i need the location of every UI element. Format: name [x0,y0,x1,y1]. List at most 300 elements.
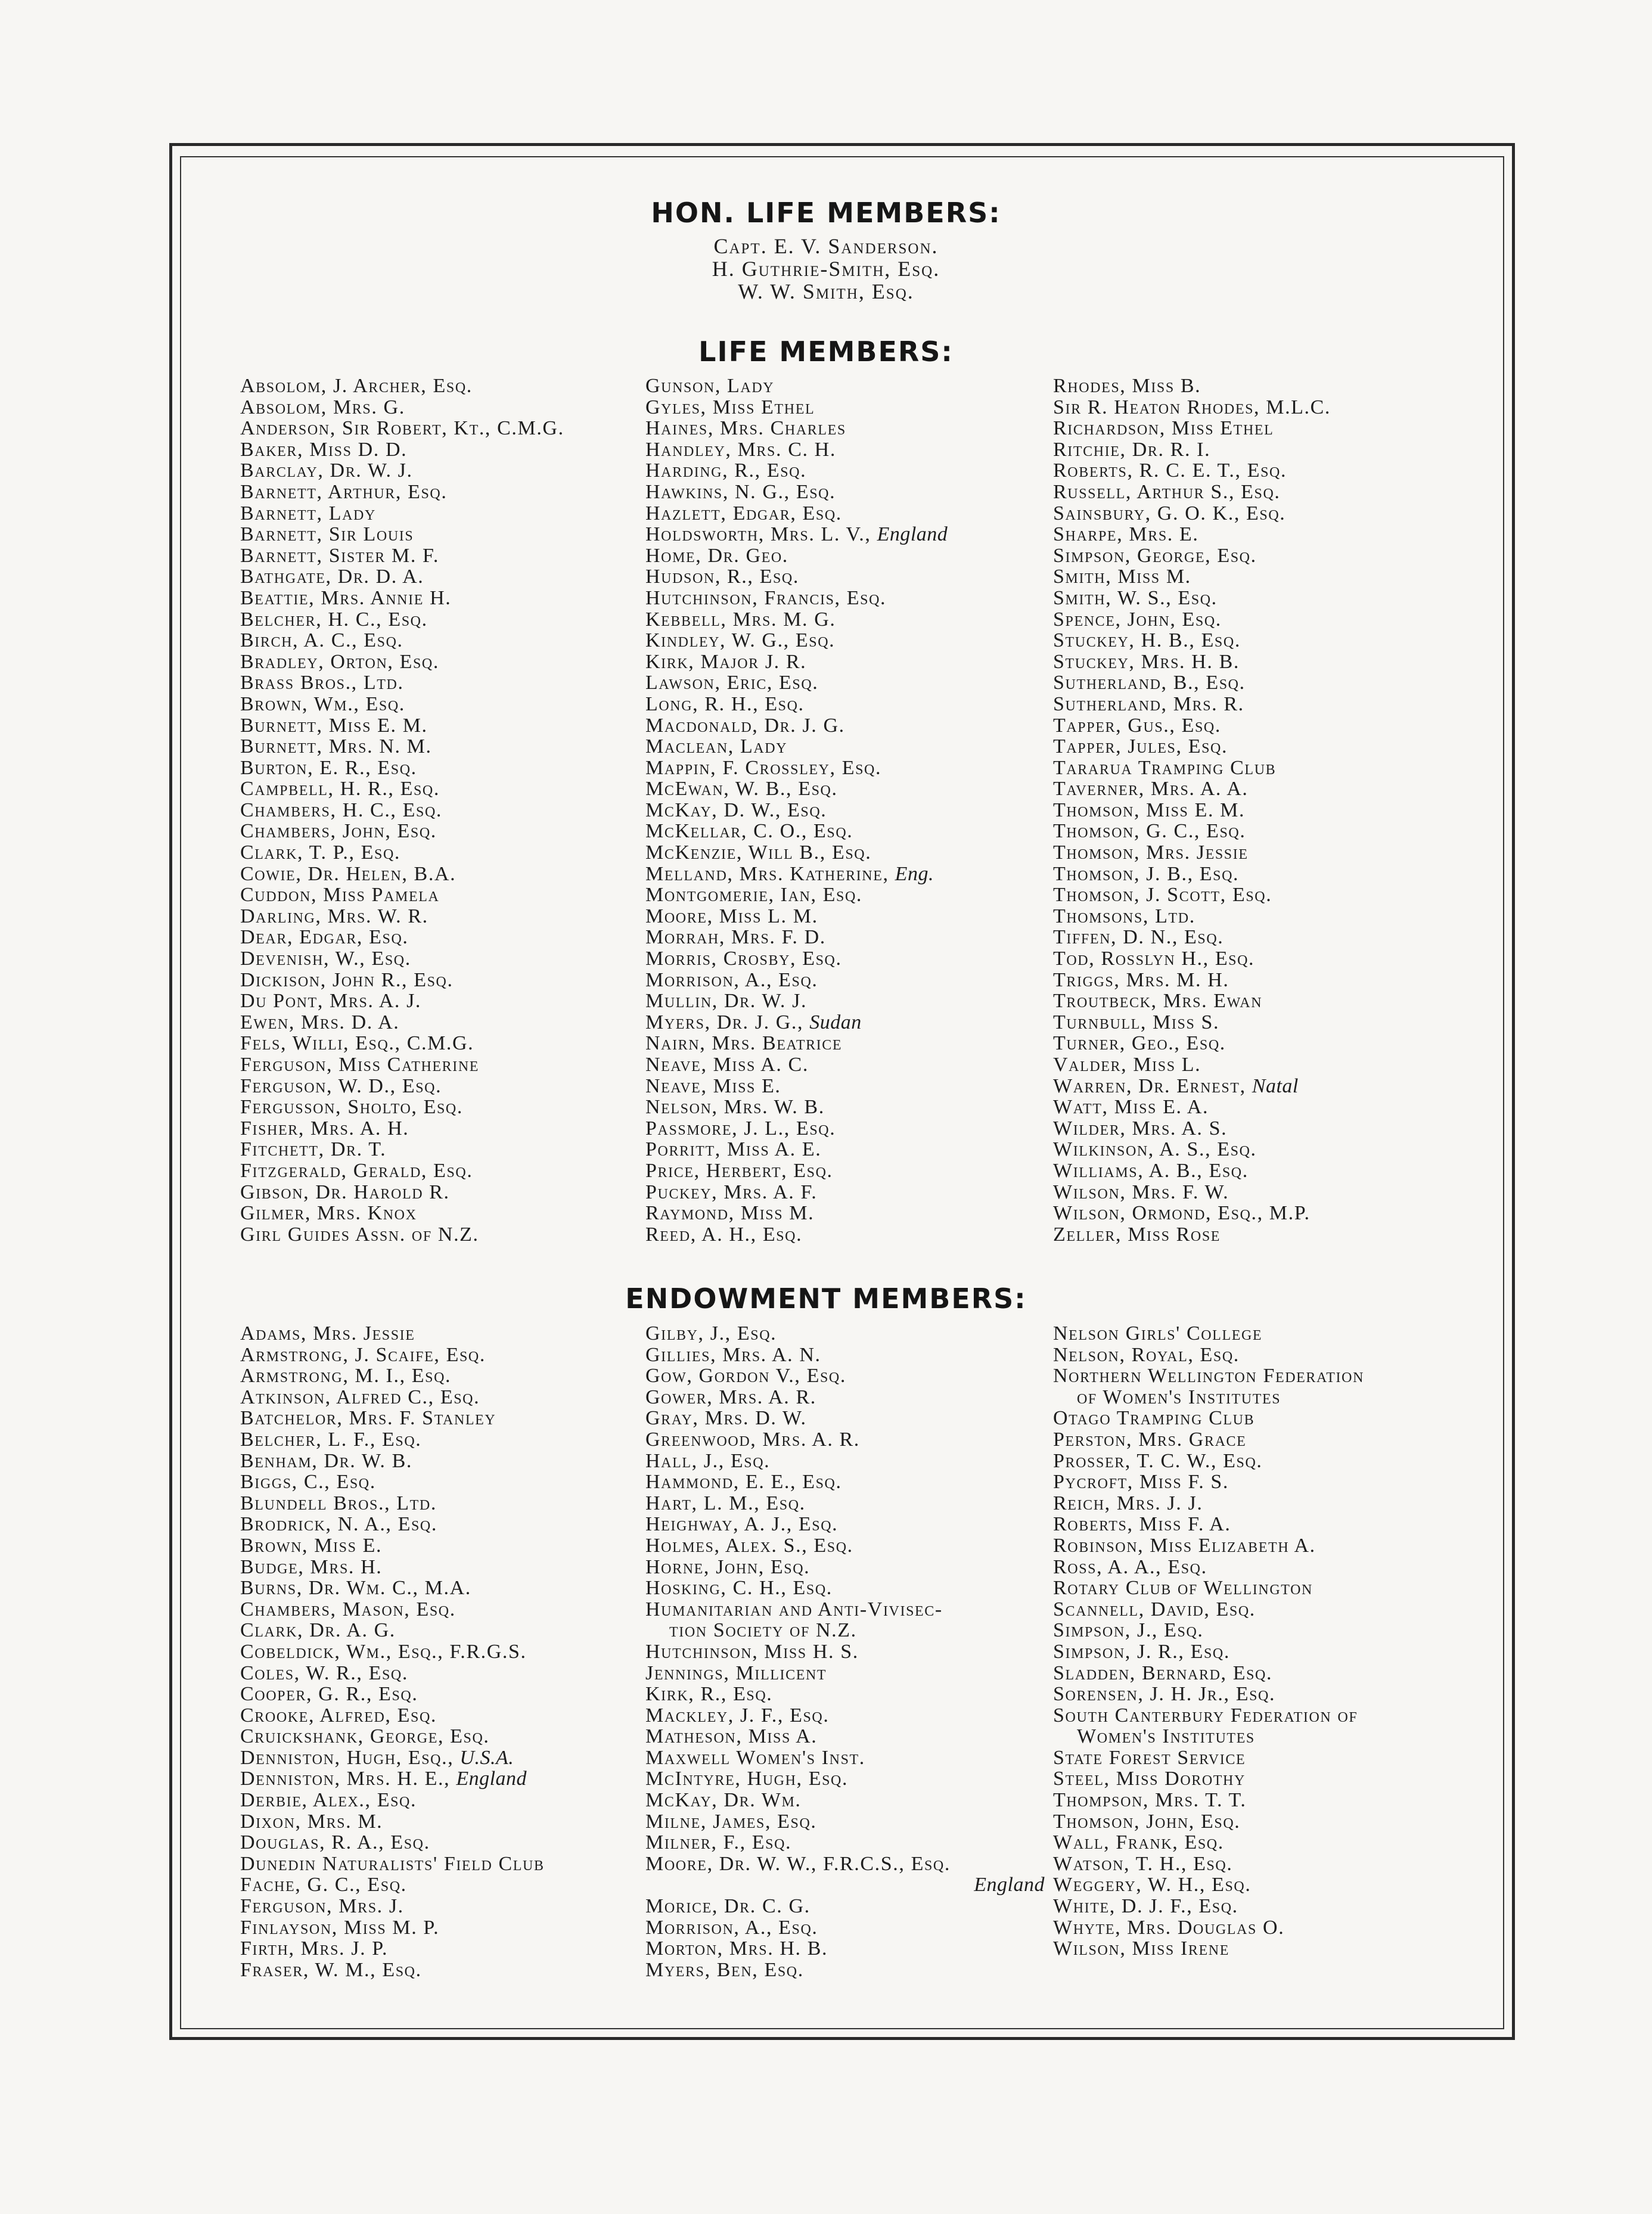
member-entry [645,1323,1051,1344]
member-name: Hutchinson, Francis, Esq. [645,586,887,609]
member-name: Simpson, J. R., Esq. [1053,1640,1230,1663]
member-name: Chambers, H. C., Esq. [240,799,442,821]
member-entry [240,906,634,927]
member-name: Crooke, Alfred, Esq. [240,1704,437,1727]
member-name: Rhodes, Miss B. [1053,375,1201,397]
member-entry [240,1620,634,1641]
member-name: Perston, Mrs. Grace [1053,1428,1247,1451]
member-name: Dunedin Naturalists' Field Club [240,1852,545,1875]
member-entry [645,1790,1051,1811]
member-name: Holmes, Alex. S., Esq. [645,1534,853,1557]
member-name: Barnett, Arthur, Esq. [240,480,448,503]
member-name: Melland, Mrs. Katherine, [645,862,895,885]
member-entry [1053,884,1482,906]
member-entry [240,1160,634,1182]
member-entry [645,1874,1051,1896]
member-entry [1053,1224,1482,1246]
member-name: Bradley, Orton, Esq. [240,650,439,673]
member-name: Fisher, Mrs. A. H. [240,1117,409,1139]
member-name: Wilson, Mrs. F. W. [1053,1181,1229,1203]
member-entry [645,1471,1051,1493]
member-name: Triggs, Mrs. M. H. [1053,968,1229,991]
member-name: Wall, Frank, Esq. [1053,1831,1224,1854]
member-name: Wilkinson, A. S., Esq. [1053,1138,1257,1161]
member-entry [645,1832,1051,1853]
member-name: Kindley, W. G., Esq. [645,629,836,652]
member-name: Home, Dr. Geo. [645,544,788,567]
member-name: Absolom, J. Archer, Esq. [240,375,473,397]
member-entry [240,1451,634,1472]
member-entry [240,418,634,439]
member-name: Stuckey, H. B., Esq. [1053,629,1241,652]
member-name: Smith, Miss M. [1053,566,1191,588]
member-name: Cowie, Dr. Helen, B.A. [240,862,457,885]
member-name: Mackley, J. F., Esq. [645,1704,830,1727]
member-name: Women's Institutes [1077,1725,1255,1748]
member-name: Thomson, J. Scott, Esq. [1053,884,1272,906]
member-name: Neave, Miss E. [645,1075,781,1097]
member-entry [1053,1726,1482,1747]
member-name: Kebbell, Mrs. M. G. [645,608,836,631]
member-name: Benham, Dr. W. B. [240,1449,412,1472]
member-name: Thomson, G. C., Esq. [1053,820,1246,843]
member-name: Barnett, Sister M. F. [240,544,439,567]
member-entry [240,1726,634,1747]
member-entry [645,1620,1051,1641]
member-name: Hawkins, N. G., Esq. [645,480,836,503]
member-entry [645,1076,1051,1097]
member-name: Humanitarian and Anti-Vivisec- [645,1598,943,1620]
member-entry [240,694,634,715]
member-name: Reich, Mrs. J. J. [1053,1492,1203,1514]
member-name: Hazlett, Edgar, Esq. [645,502,842,524]
member-name: Gibson, Dr. Harold R. [240,1181,450,1203]
member-location-note: England [456,1768,527,1790]
member-entry [240,1097,634,1118]
member-name: Chambers, John, Esq. [240,820,437,843]
member-entry [240,864,634,885]
member-entry [645,800,1051,821]
member-name: Morrison, A., Esq. [645,968,818,991]
member-name: Fitzgerald, Gerald, Esq. [240,1159,473,1182]
member-entry [1053,1097,1482,1118]
member-name: Dear, Edgar, Esq. [240,926,409,949]
member-name: Neave, Miss A. C. [645,1054,809,1076]
member-entry [1053,503,1482,524]
member-name: Belcher, L. F., Esq. [240,1428,422,1451]
member-entry [1053,1917,1482,1939]
member-name: Roberts, Miss F. A. [1053,1513,1231,1536]
member-name: Derbie, Alex., Esq. [240,1789,417,1812]
member-name: Devenish, W., Esq. [240,948,411,970]
member-entry [645,1387,1051,1408]
member-name: Valder, Miss L. [1053,1054,1201,1076]
member-entry [1053,1160,1482,1182]
member-entry [645,990,1051,1012]
member-entry [645,672,1051,694]
member-entry [240,439,634,461]
member-entry [645,1344,1051,1366]
member-name: Thompson, Mrs. T. T. [1053,1789,1247,1812]
member-name: Macdonald, Dr. J. G. [645,714,845,737]
member-name: Dixon, Mrs. M. [240,1810,383,1833]
member-name: Nelson, Mrs. W. B. [645,1096,825,1119]
member-name: Burnett, Mrs. N. M. [240,735,432,758]
member-entry [645,1747,1051,1769]
member-entry [645,482,1051,503]
member-entry [240,503,634,524]
member-name: Dickison, John R., Esq. [240,968,454,991]
member-entry [1053,864,1482,885]
member-entry [645,1917,1051,1939]
hon-life-members-heading: HON. LIFE MEMBERS: [651,197,1001,229]
member-entry [240,927,634,948]
member-name: Greenwood, Mrs. A. R. [645,1428,860,1451]
member-entry [645,778,1051,800]
member-name: Gunson, Lady [645,375,775,397]
member-entry [1053,715,1482,737]
member-entry [645,1118,1051,1139]
member-entry [240,1471,634,1493]
member-name: Thomson, Miss E. M. [1053,799,1246,821]
member-name: Otago Tramping Club [1053,1407,1255,1430]
member-location-note: Natal [1252,1075,1299,1097]
member-entry [1053,757,1482,779]
member-entry [1053,545,1482,567]
member-location-note: England [974,1874,1045,1896]
member-entry [240,1344,634,1366]
member-entry [240,1578,634,1599]
member-name: Hammond, E. E., Esq. [645,1471,842,1493]
member-entry [1053,1012,1482,1033]
member-name: Nairn, Mrs. Beatrice [645,1032,843,1055]
member-name: Thomson, Mrs. Jessie [1053,841,1249,864]
member-entry [1053,651,1482,673]
member-name: Morton, Mrs. H. B. [645,1937,828,1960]
member-entry [645,418,1051,439]
member-entry [1053,1790,1482,1811]
member-entry [240,1747,634,1769]
member-entry [240,1203,634,1224]
member-name: of Women's Institutes [1077,1386,1281,1408]
member-entry [240,588,634,609]
member-name: Tiffen, D. N., Esq. [1053,926,1224,949]
member-entry [240,1705,634,1727]
member-name: Brown, Miss E. [240,1534,383,1557]
member-entry [645,1203,1051,1224]
member-name: Absolom, Mrs. G. [240,396,405,418]
member-entry [1053,948,1482,970]
member-entry [1053,1747,1482,1769]
member-name: Roberts, R. C. E. T., Esq. [1053,459,1287,482]
member-entry [240,1535,634,1557]
member-name: Puckey, Mrs. A. F. [645,1181,818,1203]
member-entry [1053,1365,1482,1387]
member-entry [1053,588,1482,609]
member-entry [240,1938,634,1960]
member-name: Fraser, W. M., Esq. [240,1958,422,1981]
member-entry [645,884,1051,906]
member-name: Simpson, George, Esq. [1053,544,1257,567]
member-name: Gow, Gordon V., Esq. [645,1365,846,1387]
member-name: Fels, Willi, Esq., C.M.G. [240,1032,474,1055]
member-entry [240,1408,634,1429]
member-name: Gillies, Mrs. A. N. [645,1343,821,1366]
member-name: Fitchett, Dr. T. [240,1138,387,1161]
member-name: Armstrong, M. I., Esq. [240,1365,452,1387]
member-name: South Canterbury Federation of [1053,1704,1358,1727]
member-name: Kirk, Major J. R. [645,650,807,673]
member-entry [240,1182,634,1203]
member-name: Long, R. H., Esq. [645,693,805,715]
member-name: Passmore, J. L., Esq. [645,1117,836,1139]
member-entry [240,1012,634,1033]
member-name: Weggery, W. H., Esq. [1053,1874,1252,1896]
member-entry [645,588,1051,609]
endowment-members-heading: ENDOWMENT MEMBERS: [625,1283,1027,1315]
member-entry [1053,1663,1482,1684]
member-entry [240,566,634,588]
member-name: Belcher, H. C., Esq. [240,608,428,631]
member-entry [240,651,634,673]
member-location-note: Eng. [895,862,934,885]
member-entry [240,1917,634,1939]
member-name: Sainsbury, G. O. K., Esq. [1053,502,1286,524]
member-entry [240,821,634,842]
member-entry [1053,672,1482,694]
member-entry [645,821,1051,842]
member-name: Prosser, T. C. W., Esq. [1053,1449,1263,1472]
member-name: Zeller, Miss Rose [1053,1223,1221,1246]
member-name: Firth, Mrs. J. P. [240,1937,389,1960]
member-entry [645,1182,1051,1203]
member-entry [645,1012,1051,1033]
member-name: Russell, Arthur S., Esq. [1053,480,1281,503]
member-entry [240,630,634,651]
member-entry [1053,1578,1482,1599]
life-members-heading: LIFE MEMBERS: [698,336,954,368]
member-entry [1053,1323,1482,1344]
member-name: Raymond, Miss M. [645,1202,815,1225]
member-entry [645,566,1051,588]
member-entry [240,800,634,821]
member-name: McEwan, W. B., Esq. [645,778,838,800]
member-entry [645,1224,1051,1246]
member-entry [1053,630,1482,651]
member-entry [1053,990,1482,1012]
member-entry [1053,1182,1482,1203]
member-entry [240,715,634,737]
member-name: Richardson, Miss Ethel [1053,417,1274,440]
member-entry [645,609,1051,631]
member-entry [645,1365,1051,1387]
endowment-members-column-2 [645,1323,1051,1980]
member-name: Myers, Ben, Esq. [645,1958,804,1981]
member-name: Finlayson, Miss M. P. [240,1916,440,1939]
member-entry [1053,694,1482,715]
member-entry [240,757,634,779]
member-entry [240,1790,634,1811]
member-entry [240,482,634,503]
member-entry [645,842,1051,864]
member-name: Gray, Mrs. D. W. [645,1407,807,1430]
member-entry [240,990,634,1012]
member-name: Williams, A. B., Esq. [1053,1159,1249,1182]
member-entry [645,545,1051,567]
member-name: Ritchie, Dr. R. I. [1053,438,1211,461]
member-entry [645,1663,1051,1684]
member-name: McKay, Dr. Wm. [645,1789,802,1812]
member-entry [1053,439,1482,461]
member-name: Maclean, Lady [645,735,788,758]
member-name: Simpson, J., Esq. [1053,1619,1204,1642]
member-name: Wilson, Miss Irene [1053,1937,1229,1960]
member-entry [1053,1599,1482,1620]
member-name: Ewen, Mrs. D. A. [240,1011,400,1033]
member-name: Baker, Miss D. D. [240,438,408,461]
member-name: Clark, T. P., Esq. [240,841,401,864]
member-name: White, D. J. F., Esq. [1053,1895,1238,1918]
member-entry [240,1224,634,1246]
member-name: tion Society of N.Z. [669,1619,857,1642]
member-entry [1053,1832,1482,1853]
member-name: Heighway, A. J., Esq. [645,1513,839,1536]
member-name: Thomsons, Ltd. [1053,905,1195,927]
member-entry [645,1054,1051,1076]
member-location-note: U.S.A. [459,1746,514,1769]
member-entry [240,1514,634,1535]
member-name: Nelson Girls' College [1053,1322,1263,1344]
member-entry [240,1663,634,1684]
member-name: Whyte, Mrs. Douglas O. [1053,1916,1285,1939]
member-entry [645,736,1051,757]
member-entry [1053,1853,1482,1875]
life-members-column-2 [645,375,1051,1245]
member-entry [645,1641,1051,1663]
member-entry [645,460,1051,482]
member-name: Harding, R., Esq. [645,459,807,482]
member-entry [1053,1705,1482,1727]
member-entry [645,1896,1051,1917]
member-entry [240,545,634,567]
member-entry [240,970,634,991]
member-name: Fache, G. C., Esq. [240,1874,407,1896]
member-name: Ferguson, Mrs. J. [240,1895,404,1918]
member-name: Watson, T. H., Esq. [1053,1852,1233,1875]
member-entry [240,1853,634,1875]
member-entry [645,864,1051,885]
member-name: Porritt, Miss A. E. [645,1138,822,1161]
member-entry [1053,1076,1482,1097]
member-name: Gilmer, Mrs. Knox [240,1202,417,1225]
member-entry [645,1160,1051,1182]
member-name: Du Pont, Mrs. A. J. [240,990,422,1013]
member-entry [1053,1344,1482,1366]
member-entry [240,1811,634,1833]
member-entry [645,1853,1051,1875]
member-entry [1053,418,1482,439]
member-entry [645,715,1051,737]
member-entry [240,1323,634,1344]
member-name: Turnbull, Miss S. [1053,1011,1220,1033]
member-name: Montgomerie, Ian, Esq. [645,884,863,906]
member-name: Price, Herbert, Esq. [645,1159,833,1182]
member-entry [240,375,634,397]
member-entry [1053,1139,1482,1160]
member-entry [1053,524,1482,545]
member-name: Matheson, Miss A. [645,1725,818,1748]
member-name: Moore, Miss L. M. [645,905,818,927]
member-name: Watt, Miss E. A. [1053,1096,1209,1119]
member-entry [645,1684,1051,1705]
member-name: Clark, Dr. A. G. [240,1619,396,1642]
member-name: McKenzie, Will B., Esq. [645,841,872,864]
member-entry [645,1429,1051,1451]
member-name: Barnett, Lady [240,502,376,524]
member-entry [240,1365,634,1387]
member-entry: H. Guthrie-Smith, Esq. [712,257,940,281]
member-entry [1053,1118,1482,1139]
member-name: Gower, Mrs. A. R. [645,1386,816,1408]
member-entry [240,460,634,482]
member-name: Steel, Miss Dorothy [1053,1768,1246,1790]
member-entry [240,1557,634,1578]
member-entry [1053,1896,1482,1917]
member-entry [1053,778,1482,800]
member-name: Biggs, C., Esq. [240,1471,376,1493]
member-name: Horne, John, Esq. [645,1555,811,1578]
member-entry [645,1960,1051,1981]
member-name: Cuddon, Miss Pamela [240,884,440,906]
member-name: Gilby, J., Esq. [645,1322,777,1344]
member-entry [1053,1874,1482,1896]
member-entry [645,439,1051,461]
member-entry [645,1097,1051,1118]
member-name: Tapper, Jules, Esq. [1053,735,1228,758]
endowment-members-column-1 [240,1323,634,1980]
member-name: Cobeldick, Wm., Esq., F.R.G.S. [240,1640,527,1663]
member-name: Coles, W. R., Esq. [240,1662,408,1684]
member-entry [240,1054,634,1076]
member-name: Darling, Mrs. W. R. [240,905,428,927]
member-name: Beattie, Mrs. Annie H. [240,586,452,609]
member-entry [240,1429,634,1451]
member-entry [645,1938,1051,1960]
member-entry [645,1493,1051,1514]
member-name: Douglas, R. A., Esq. [240,1831,430,1854]
member-name: Brodrick, N. A., Esq. [240,1513,437,1536]
member-entry [645,1768,1051,1790]
member-entry [1053,1451,1482,1472]
member-name: Ferguson, W. D., Esq. [240,1075,442,1097]
member-name: Thomson, John, Esq. [1053,1810,1241,1833]
member-name: Hall, J., Esq. [645,1449,771,1472]
member-entry [240,842,634,864]
member-entry [1053,800,1482,821]
member-entry [645,630,1051,651]
member-name: Barnett, Sir Louis [240,523,414,546]
member-entry [645,1408,1051,1429]
member-entry [240,1874,634,1896]
member-entry [1053,609,1482,631]
member-name: Sir R. Heaton Rhodes, M.L.C. [1053,396,1331,418]
member-entry [1053,482,1482,503]
member-name: Ferguson, Miss Catherine [240,1054,480,1076]
member-entry [645,1578,1051,1599]
member-name: Sladden, Bernard, Esq. [1053,1662,1273,1684]
member-entry [1053,927,1482,948]
member-name: Burton, E. R., Esq. [240,756,417,779]
